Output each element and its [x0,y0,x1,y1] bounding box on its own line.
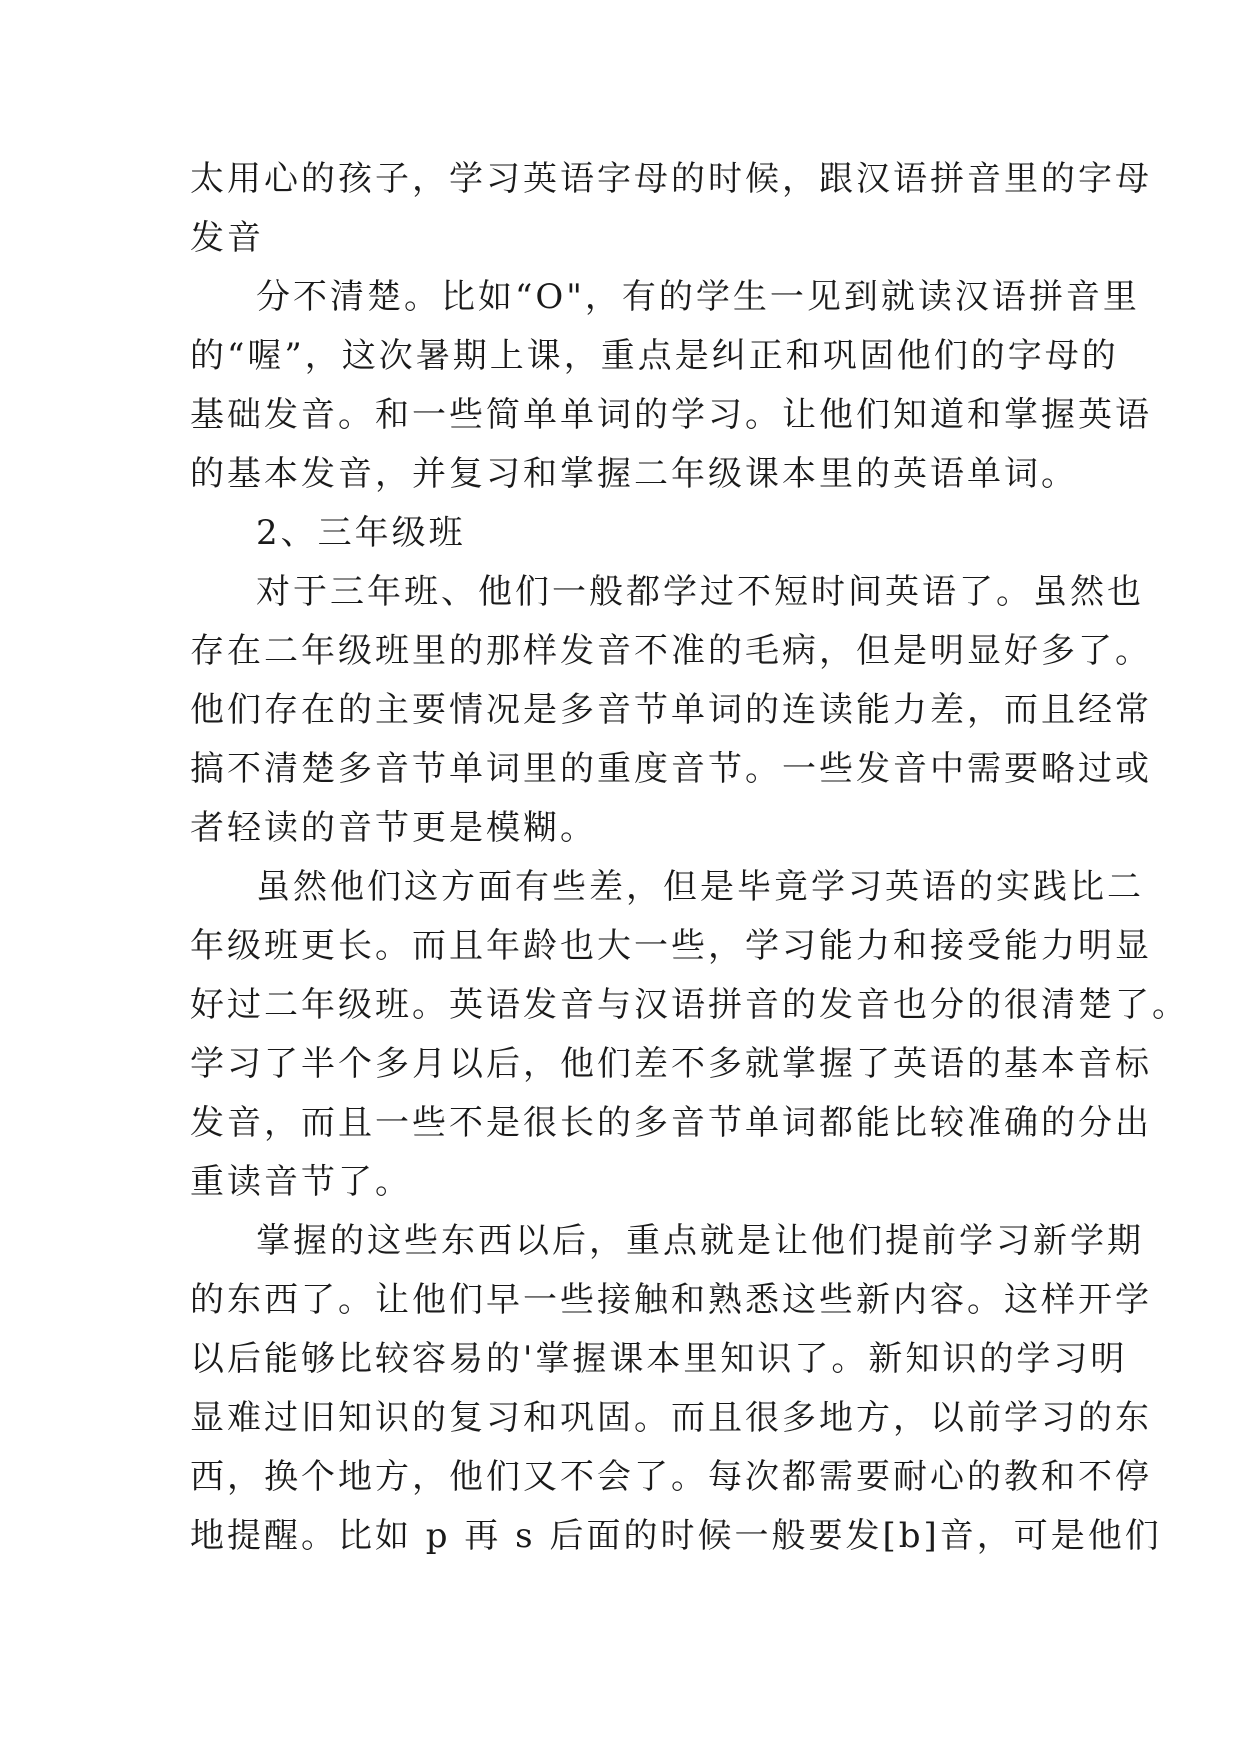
text-line: 虽然他们这方面有些差，但是毕竟学习英语的实践比二 [256,867,1144,907]
text-line: 地提醒。比如 p 再 s 后面的时候一般要发[b]音，可是他们 [190,1516,1162,1556]
text-line: 基础发音。和一些简单单词的学习。让他们知道和掌握英语 [190,395,1152,435]
text-line: 学习了半个多月以后，他们差不多就掌握了英语的基本音标 [190,1044,1152,1084]
section-heading: 2、三年级班 [256,513,466,553]
text-line: 发音 [190,218,264,258]
text-line: 者轻读的音节更是模糊。 [190,808,597,848]
text-line: 太用心的孩子，学习英语字母的时候，跟汉语拼音里的字母 [190,159,1152,199]
text-line: 以后能够比较容易的'掌握课本里知识了。新知识的学习明 [190,1339,1128,1379]
text-line: 西，换个地方，他们又不会了。每次都需要耐心的教和不停 [190,1457,1152,1497]
text-line: 的“喔”，这次暑期上课，重点是纠正和巩固他们的字母的 [190,336,1119,376]
text-line: 显难过旧知识的复习和巩固。而且很多地方，以前学习的东 [190,1398,1152,1438]
text-line: 搞不清楚多音节单词里的重度音节。一些发音中需要略过或 [190,749,1152,789]
text-line: 对于三年班、他们一般都学过不短时间英语了。虽然也 [256,572,1144,612]
text-line: 掌握的这些东西以后，重点就是让他们提前学习新学期 [256,1221,1144,1261]
document-body [190,150,1189,1566]
text-line: 的东西了。让他们早一些接触和熟悉这些新内容。这样开学 [190,1280,1152,1320]
text-line: 好过二年级班。英语发音与汉语拼音的发音也分的很清楚了。 [190,985,1189,1025]
text-line: 重读音节了。 [190,1162,412,1202]
text-line: 年级班更长。而且年龄也大一些，学习能力和接受能力明显 [190,926,1152,966]
text-line: 存在二年级班里的那样发音不准的毛病，但是明显好多了。 [190,631,1152,671]
text-line: 的基本发音，并复习和掌握二年级课本里的英语单词。 [190,454,1078,494]
text-line: 他们存在的主要情况是多音节单词的连读能力差，而且经常 [190,690,1152,730]
text-line: 发音，而且一些不是很长的多音节单词都能比较准确的分出 [190,1103,1152,1143]
text-line: 分不清楚。比如“O"，有的学生一见到就读汉语拼音里 [256,277,1140,317]
